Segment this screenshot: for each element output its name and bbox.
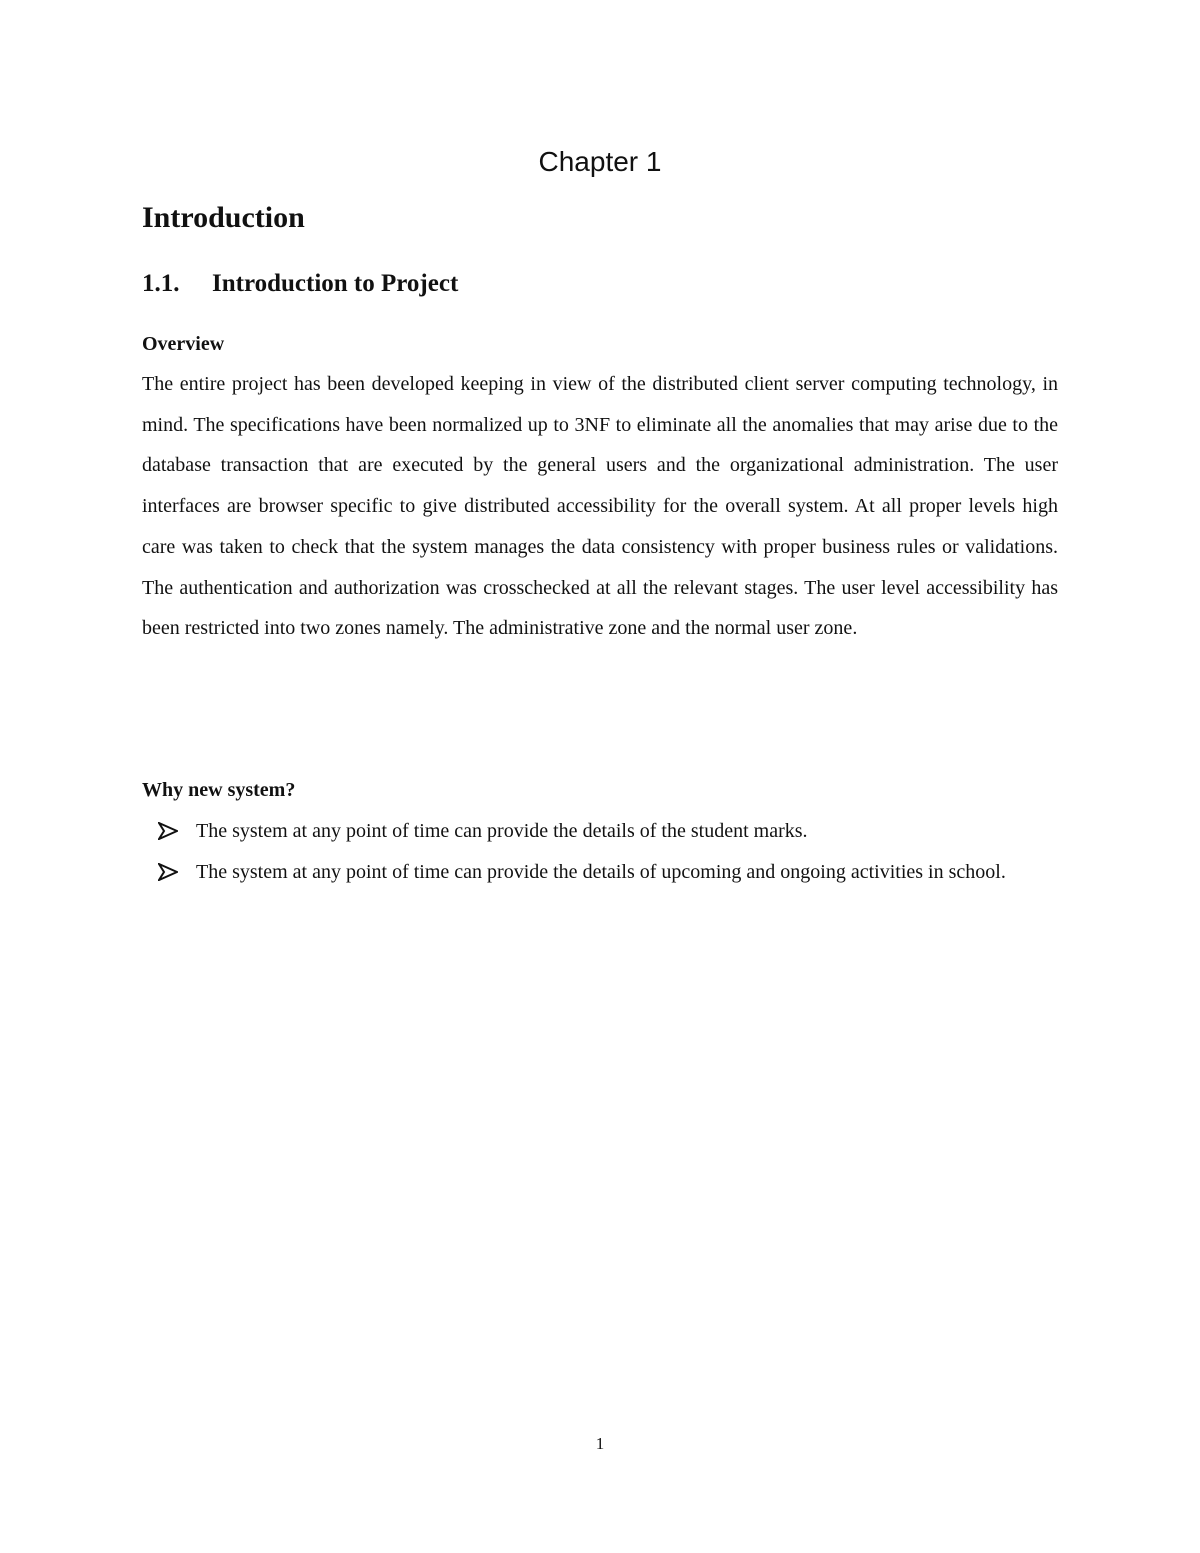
section-title: Introduction to Project: [212, 270, 459, 297]
chapter-label: Chapter 1: [538, 146, 662, 177]
why-new-system-heading: Why new system?: [142, 779, 296, 801]
arrowhead-bullet-icon: [158, 863, 178, 881]
section-heading: [142, 266, 458, 302]
list-item: [142, 852, 1058, 893]
why-new-system-list: [142, 811, 1058, 892]
list-item: [142, 811, 1058, 852]
list-item-text: The system at any point of time can provide the details of upcoming and ongoing activities in school.: [196, 860, 1006, 883]
overview-paragraph: The entire project has been developed keeping in view of the distributed client server computing technology, in mind. The specifications have been normalized up to 3NF to eliminate all the anomalies that may arise due to the database transaction that are executed by the general users and the organizational administration. The user interfaces are browser specific to give distributed accessibility for the overall system. At all proper levels high care was taken to check that the system manages the data consistency with proper business rules or validations. The authentication and authorization was crosschecked at all the relevant stages. The user level accessibility has been restricted into two zones namely. The administrative zone and the normal user zone.: [142, 373, 1058, 640]
arrowhead-bullet-icon: [158, 822, 178, 840]
chapter-title: Introduction: [142, 201, 305, 234]
overview-heading: Overview: [142, 333, 225, 355]
section-number: 1.1.: [142, 270, 180, 297]
list-item-text: The system at any point of time can provide the details of the student marks.: [196, 820, 808, 842]
page-number: 1: [595, 1434, 605, 1453]
